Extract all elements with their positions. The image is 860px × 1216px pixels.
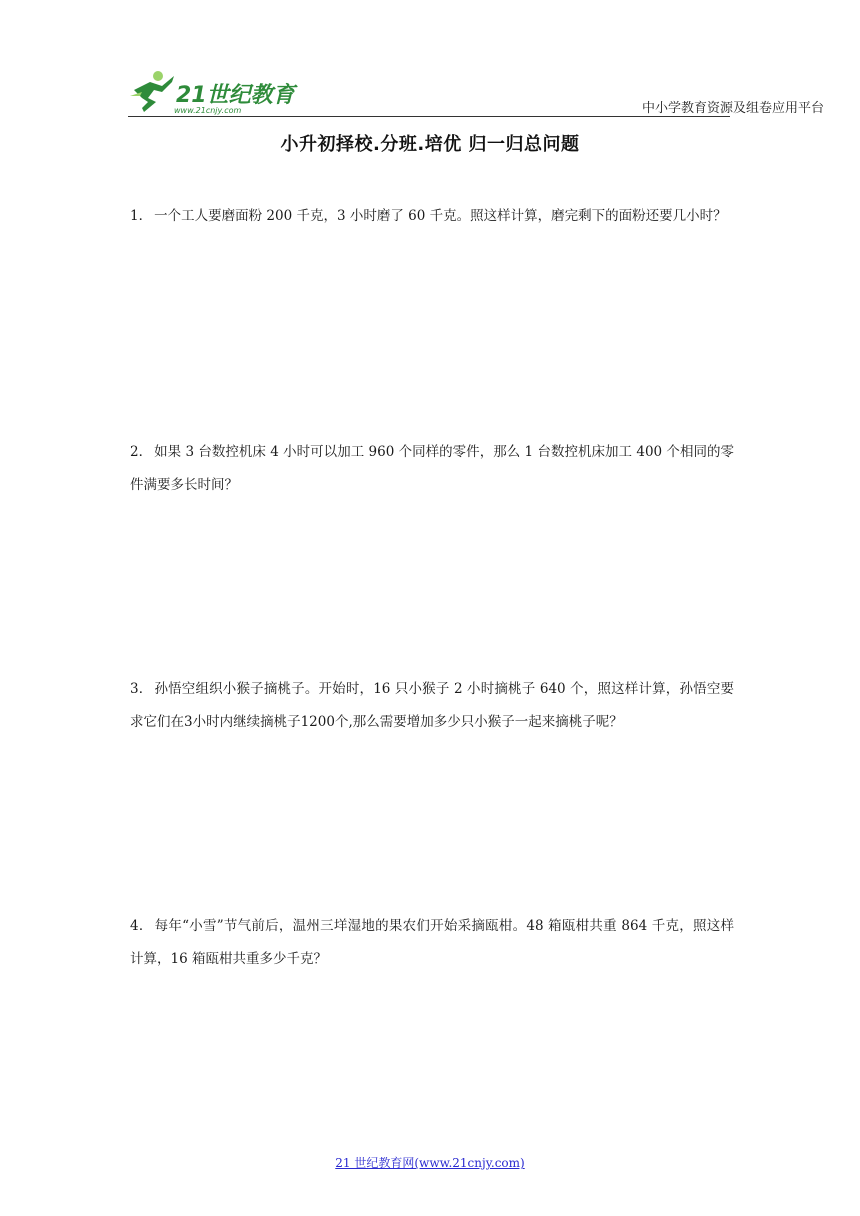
question-2 (130, 436, 734, 502)
question-3 (130, 673, 734, 739)
header-divider (128, 116, 730, 117)
page-title: 小升初择校.分班.培优 归一归总问题 (280, 134, 580, 155)
logo-url-text: www.21cnjy.com (174, 106, 242, 115)
question-number: 3． (130, 681, 153, 697)
question-number: 4． (130, 918, 153, 934)
question-text: 如果 3 台数控机床 4 小时可以加工 960 个同样的零件，那么 1 台数控机床加工 400 个相同的零件满要多长时间？ (130, 444, 734, 493)
question-text: 孙悟空组织小猴子摘桃子。开始时，16 只小猴子 2 小时摘桃子 640 个，照这样计算，孙悟空要求它们在3小时内继续摘桃子1200个,那么需要增加多少只小猴子一起来摘桃子呢？ (130, 681, 734, 730)
runner-icon (130, 71, 174, 112)
footer-link[interactable]: 21 世纪教育网(www.21cnjy.com) (335, 1156, 525, 1170)
logo-text: 21世纪教育 (176, 83, 295, 108)
question-1 (130, 200, 734, 233)
platform-text: 中小学教育资源及组卷应用平台 (641, 101, 824, 116)
question-number: 2． (130, 444, 153, 460)
logo (128, 68, 298, 116)
logo-graphic (128, 68, 298, 116)
question-text: 一个工人要磨面粉 200 千克，3 小时磨了 60 千克。照这样计算，磨完剩下的面粉还要几小时？ (154, 208, 727, 224)
question-4 (130, 910, 734, 976)
question-text: 每年“小雪”节气前后，温州三垟湿地的果农们开始采摘瓯柑。48 箱瓯柑共重 864 千克，照这样计算，16 箱瓯柑共重多少千克？ (130, 918, 734, 967)
question-number: 1． (130, 208, 153, 224)
